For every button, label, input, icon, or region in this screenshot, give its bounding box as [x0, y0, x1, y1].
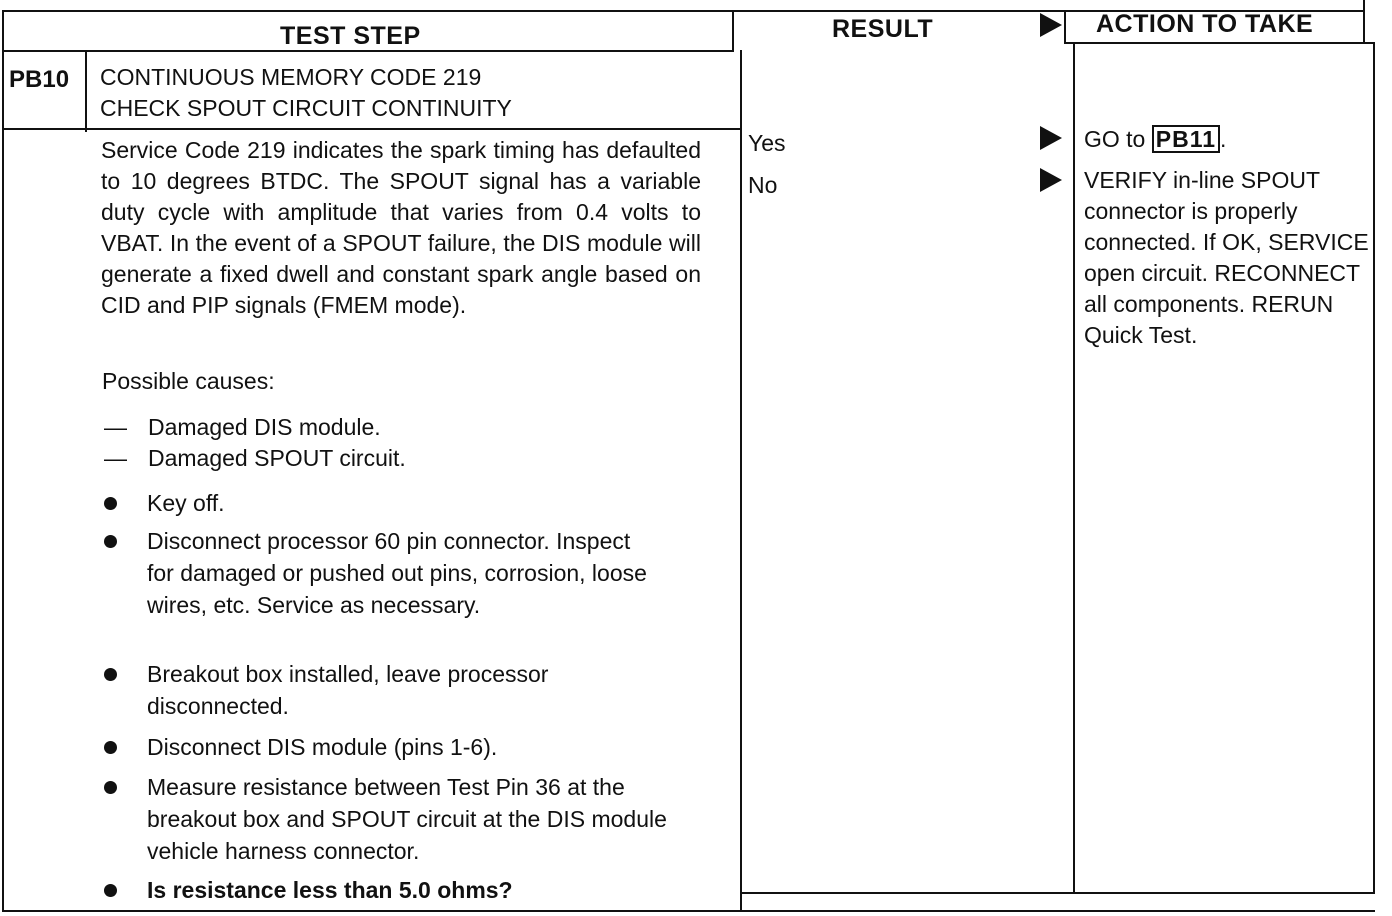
header-arrow-icon: [1040, 13, 1062, 37]
dash-icon: —: [104, 414, 127, 440]
action-yes-ref: PB11: [1152, 125, 1220, 153]
bullet-icon: [104, 741, 117, 754]
step-title-underline: [2, 128, 742, 130]
bottom-border: [2, 910, 1375, 912]
step-id-divider: [85, 52, 87, 132]
result-yes: Yes: [748, 130, 786, 156]
step-description: Service Code 219 indicates the spark timing has defaulted to 10 degrees BTDC. The SPOUT signal has a variable duty cycle with amplitude that varies from 0.4 volts to VBAT. In the event of a SPOUT failure, the DIS module will generate a fixed dwell and constant spark angle based on CID and PIP signals (FMEM mode).: [101, 137, 701, 318]
left-border: [2, 10, 4, 912]
bullet-icon: [104, 884, 117, 897]
procedure-text: Measure resistance between Test Pin 36 at the breakout box and SPOUT circuit at the DIS module vehicle harness connector.: [147, 774, 667, 864]
col-divider-result-action-lower: [1073, 42, 1075, 894]
bullet-icon: [104, 497, 117, 510]
step-title-line1: CONTINUOUS MEMORY CODE 219: [100, 64, 482, 90]
cause-item: [104, 414, 381, 441]
action-yes-suffix: .: [1220, 126, 1227, 152]
bottom-border-right: [742, 892, 1375, 894]
cause-text: Damaged SPOUT circuit.: [148, 445, 406, 471]
dash-icon: —: [104, 445, 127, 471]
col-divider-step-result: [732, 10, 734, 52]
action-yes-prefix: GO to: [1084, 126, 1152, 152]
header-underline-action: [1065, 42, 1375, 44]
cause-text: Damaged DIS module.: [148, 414, 381, 440]
procedure-text: Breakout box installed, leave processor disconnected.: [147, 661, 549, 719]
result-no: No: [748, 172, 778, 198]
step-id: PB10: [9, 66, 70, 93]
step-title: [100, 62, 512, 124]
col-divider-step-result-lower: [740, 50, 742, 910]
header-action: ACTION TO TAKE: [1096, 10, 1314, 38]
arrow-no-icon: [1040, 168, 1062, 192]
procedure-text: Key off.: [147, 490, 225, 516]
procedure-question: Is resistance less than 5.0 ohms?: [147, 877, 513, 903]
step-title-line2: CHECK SPOUT CIRCUIT CONTINUITY: [100, 95, 512, 121]
possible-causes-heading: Possible causes:: [102, 368, 275, 394]
arrow-yes-icon: [1040, 126, 1062, 150]
procedure-text: Disconnect processor 60 pin connector. Inspect for damaged or pushed out pins, corrosion, loose wires, etc. Service as necessary.: [147, 528, 647, 618]
header-test-step: TEST STEP: [280, 22, 421, 50]
bullet-icon: [104, 535, 117, 548]
bullet-icon: [104, 668, 117, 681]
procedure-text: Disconnect DIS module (pins 1-6).: [147, 734, 498, 760]
bullet-icon: [104, 781, 117, 794]
action-yes: [1084, 124, 1374, 155]
header-result: RESULT: [832, 15, 934, 43]
action-no: VERIFY in-line SPOUT connector is properly connected. If OK, SERVICE open circuit. RECONNECT all components. RERUN Quick Test.: [1084, 167, 1369, 348]
cause-item: [104, 445, 406, 472]
right-border-upper: [1363, 0, 1365, 44]
col-divider-result-action: [1064, 10, 1066, 44]
